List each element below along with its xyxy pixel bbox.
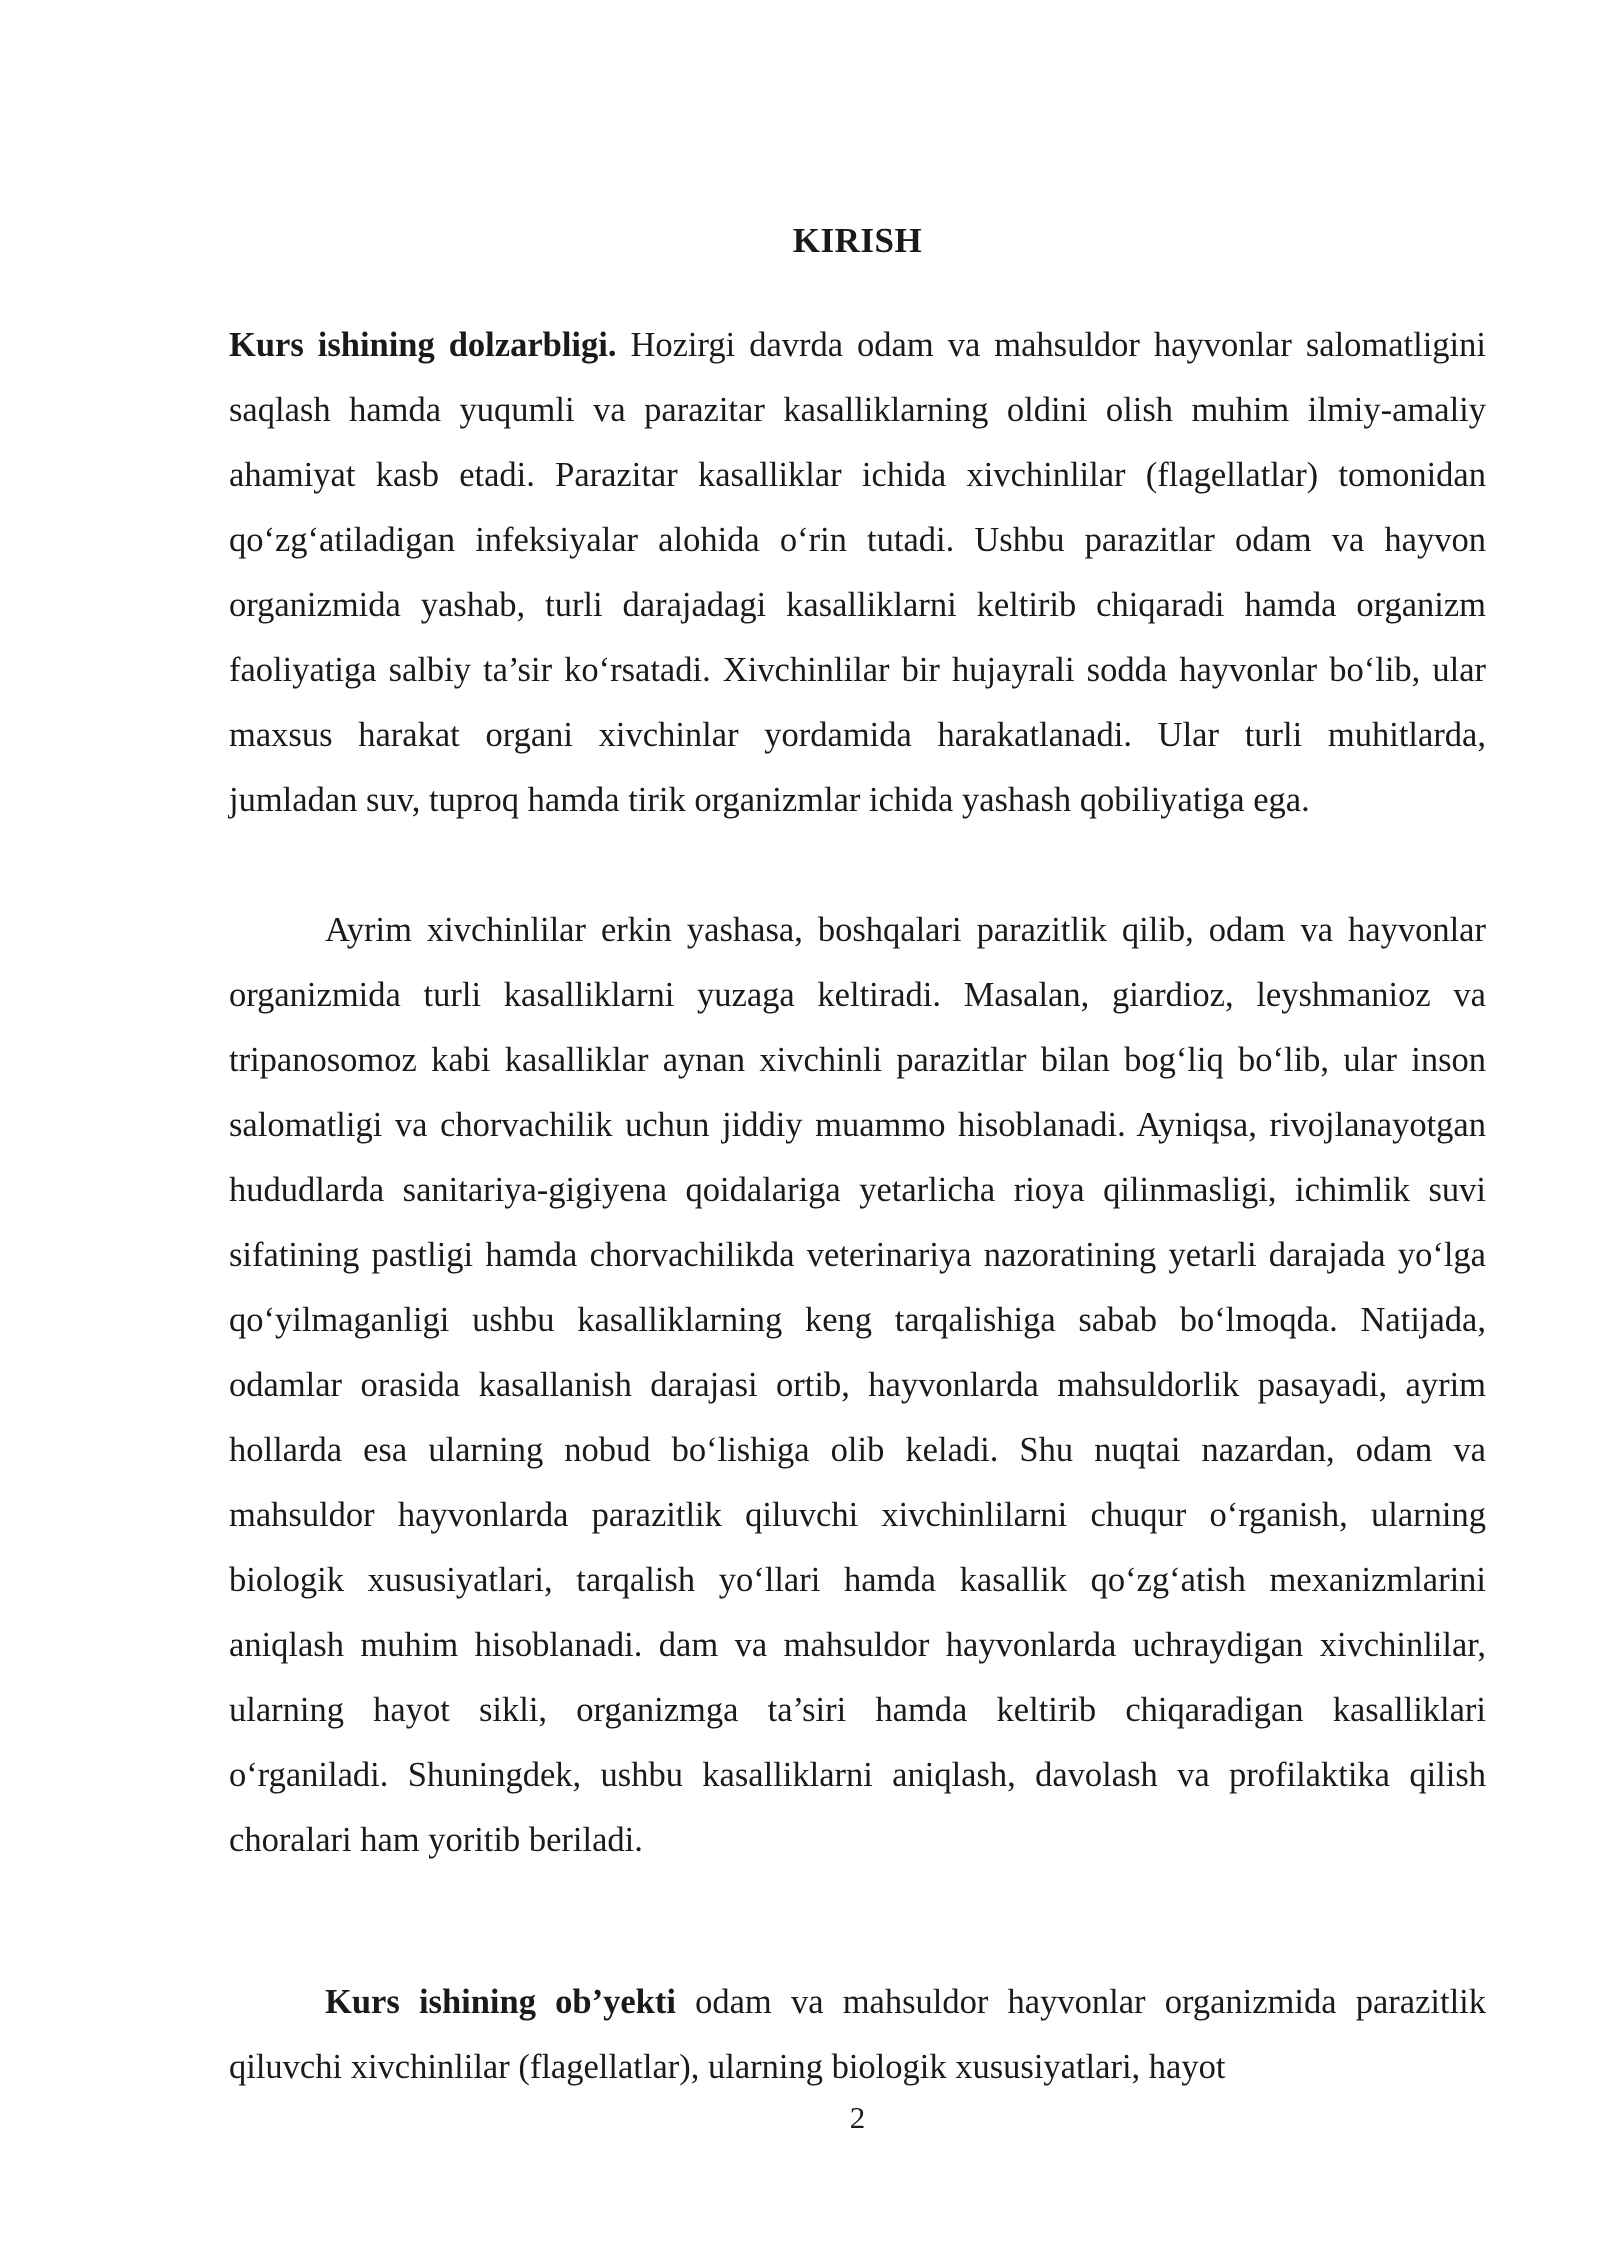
- paragraph-lead-object: Kurs ishining ob’yekti: [325, 1983, 676, 2021]
- paragraph-parasites: [229, 898, 1486, 1873]
- paragraph-lead-relevance: Kurs ishining dolzarbligi.: [229, 326, 617, 364]
- paragraph-relevance: [229, 313, 1486, 833]
- page-number: 2: [849, 2100, 866, 2135]
- section-heading: KIRISH: [792, 221, 923, 260]
- paragraph-text-relevance: Hozirgi davrda odam va mahsuldor hayvonlar salomatligini saqlash hamda yuqumli va parazitar kasalliklarning oldini olish muhim ilmiy-amaliy ahamiyat kasb etadi. Parazitar kasalliklar ichida xivchinlilar (flagellatlar) tomonidan qo‘zg‘atiladigan infeksiyalar alohida o‘rin tutadi. Ushbu parazitlar odam va hayvon organizmida yashab, turli darajadagi kasalliklarni keltirib chiqaradi hamda organizm faoliyatiga salbiy ta’sir ko‘rsatadi. Xivchinlilar bir hujayrali sodda hayvonlar bo‘lib, ular maxsus harakat organi xivchinlar yordamida harakatlanadi. Ular turli muhitlarda, jumladan suv, tuproq hamda tirik organizmlar ichida yashash qobiliyatiga ega.: [229, 326, 1486, 819]
- paragraph-text-parasites: Ayrim xivchinlilar erkin yashasa, boshqalari parazitlik qilib, odam va hayvonlar organizmida turli kasalliklarni yuzaga keltiradi. Masalan, giardioz, leyshmanioz va tripanosomoz kabi kasalliklar aynan xivchinli parazitlar bilan bog‘liq bo‘lib, ular inson salomatligi va chorvachilik uchun jiddiy muammo hisoblanadi. Ayniqsa, rivojlanayotgan hududlarda sanitariya-gigiyena qoidalariga yetarlicha rioya qilinmasligi, ichimlik suvi sifatining pastligi hamda chorvachilikda veterinariya nazoratining yetarli darajada yo‘lga qo‘yilmaganligi ushbu kasalliklarning keng tarqalishiga sabab bo‘lmoqda. Natijada, odamlar orasida kasallanish darajasi ortib, hayvonlarda mahsuldorlik pasayadi, ayrim hollarda esa ularning nobud bo‘lishiga olib keladi. Shu nuqtai nazardan, odam va mahsuldor hayvonlarda parazitlik qiluvchi xivchinlilarni chuqur o‘rganish, ularning biologik xususiyatlari, tarqalish yo‘llari hamda kasallik qo‘zg‘atish mexanizmlarini aniqlash muhim hisoblanadi. dam va mahsuldor hayvonlarda uchraydigan xivchinlilar, ularning hayot sikli, organizmga ta’siri hamda keltirib chiqaradigan kasalliklari o‘rganiladi. Shuningdek, ushbu kasalliklarni aniqlash, davolash va profilaktika qilish choralari ham yoritib beriladi.: [229, 911, 1486, 1859]
- paragraph-object: [229, 1970, 1486, 2100]
- paragraph-text-object: odam va mahsuldor hayvonlar organizmida parazitlik qiluvchi xivchinlilar (flagellatlar), ularning biologik xususiyatlari, hayot: [229, 1983, 1486, 2086]
